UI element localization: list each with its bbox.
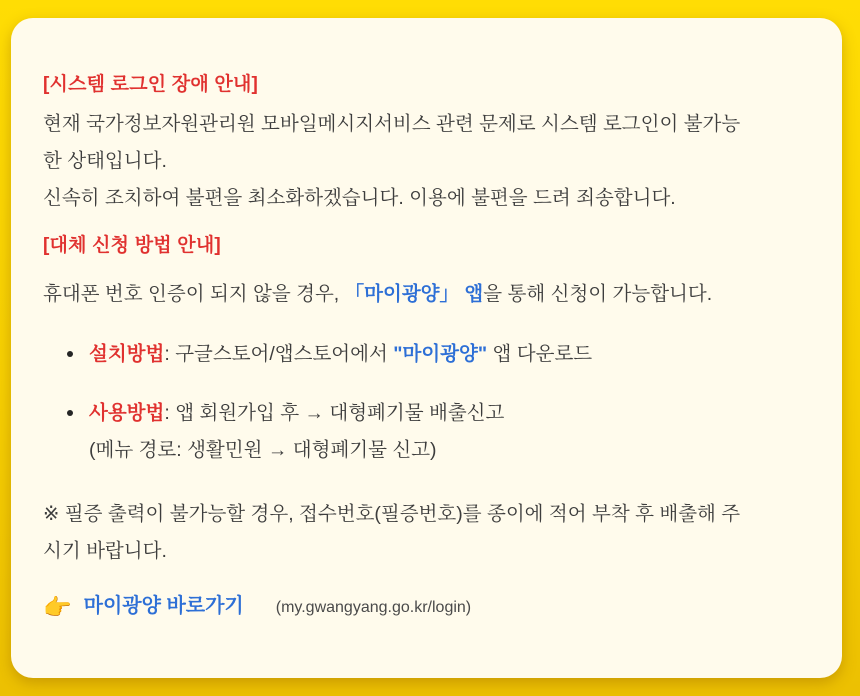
usage-method-item [43, 395, 814, 469]
alternative-method-heading: [대체 신청 방법 안내] [43, 235, 221, 256]
outage-line-2: 한 상태입니다. [43, 150, 167, 172]
paper-tag-note [43, 496, 814, 570]
usage-method-detail: : 앱 회원가입 후 → 대형폐기물 배출신고 [164, 402, 505, 424]
install-method-text [89, 336, 592, 373]
outage-line-1: 현재 국가정보자원관리원 모바일메시지서비스 관련 문제로 시스템 로그인이 불가능 [43, 113, 741, 135]
system-outage-heading: [시스템 로그인 장애 안내] [43, 74, 259, 95]
install-method-label: 설치방법 [89, 343, 165, 365]
usage-menu-path: (메뉴 경로: 생활민원 → 대형폐기물 신고) [89, 439, 437, 461]
alternative-intro [43, 276, 814, 313]
usage-method-label: 사용방법 [89, 402, 165, 424]
install-method-mid: : 구글스토어/앱스토어에서 [164, 343, 394, 365]
install-method-item [43, 336, 814, 373]
usage-method-text [89, 395, 504, 469]
bullet-dot-icon [67, 351, 73, 357]
bullet-dot-icon [67, 410, 73, 416]
intro-text-pre: 휴대폰 번호 인증이 되지 않을 경우, [43, 283, 345, 305]
intro-text-post: 을 통해 신청이 가능합니다. [483, 283, 713, 305]
pointing-right-icon: 👉 [43, 594, 72, 620]
note-line-1: ※ 필증 출력이 불가능할 경우, 접수번호(필증번호)를 종이에 적어 부착 후 배출해 주 [43, 503, 741, 525]
usage-method-line [89, 395, 504, 432]
notice-panel [11, 18, 842, 678]
my-gwangyang-app-name: 「마이광양」 앱 [344, 283, 484, 305]
shortcut-url-note: (my.gwangyang.go.kr/login) [275, 599, 472, 616]
system-outage-paragraph [43, 106, 814, 217]
install-method-post: 앱 다운로드 [487, 343, 593, 365]
method-bullet-list [43, 336, 814, 469]
shortcut-row [43, 592, 814, 622]
my-gwangyang-shortcut-link[interactable]: 마이광양 바로가기 [83, 595, 244, 617]
install-app-name: "마이광양" [393, 343, 488, 365]
outage-line-3: 신속히 조치하여 불편을 최소화하겠습니다. 이용에 불편을 드려 죄송합니다. [43, 187, 676, 209]
note-line-2: 시기 바랍니다. [43, 540, 167, 562]
